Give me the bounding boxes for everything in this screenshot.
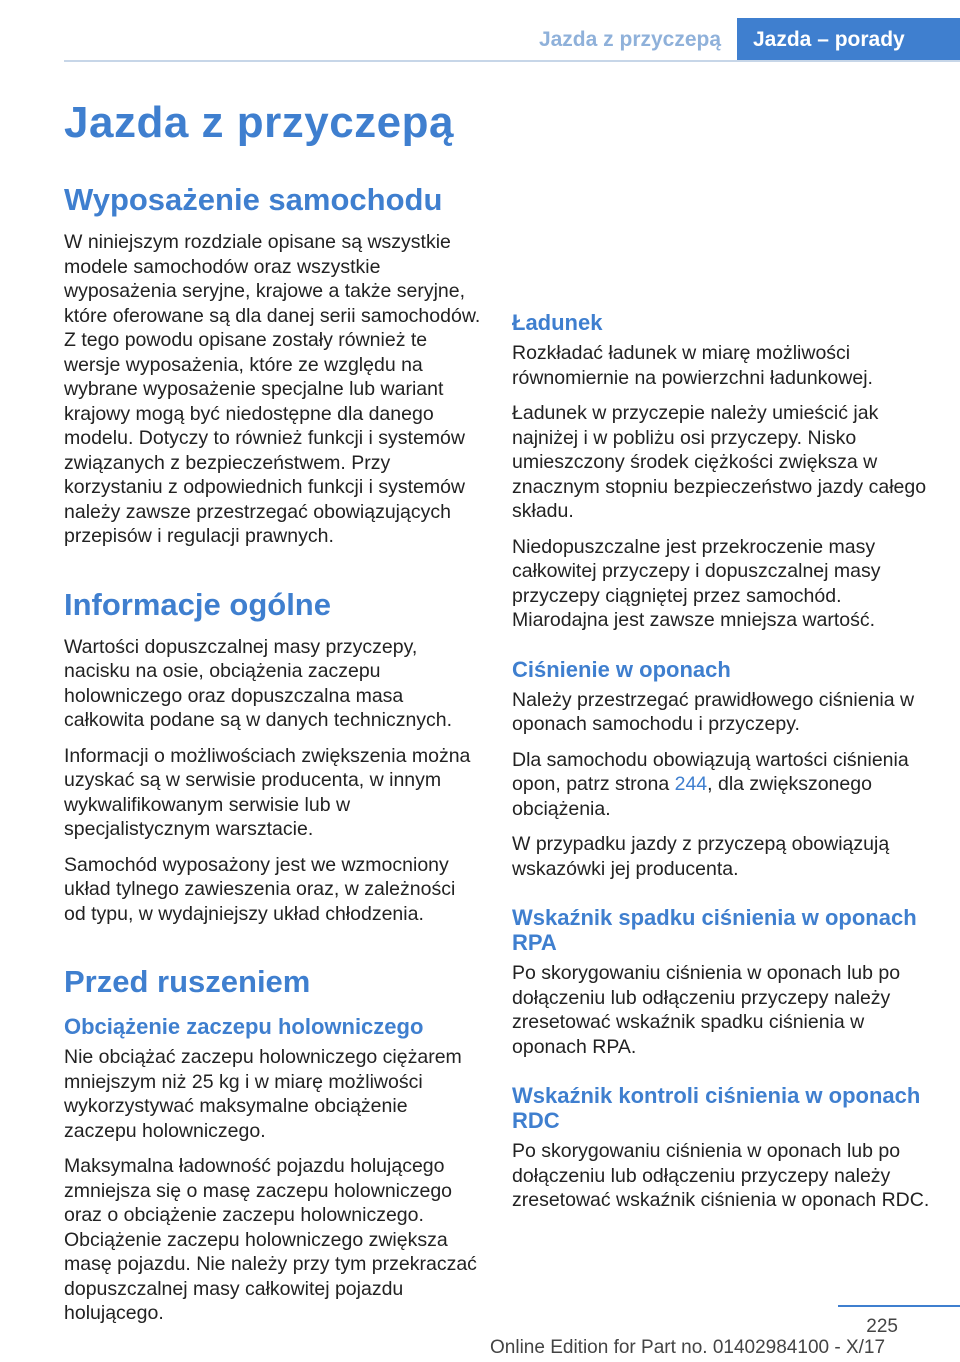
continued-paragraph-spacer — [512, 184, 932, 280]
paragraph: Informacji o możliwościach zwiększenia można uzyskać są w serwisie producenta, w innym wykwalifikowanym serwisie lub w specjalistycznym warsztacie. — [64, 744, 471, 840]
text: , dla zwiększonego obciążenia. — [512, 773, 872, 820]
paragraph: Samochód wyposażony jest we wzmocniony układ tylnego zawieszenia oraz, w zależności od typu, w wydajniejszy układ chłodzenia. — [64, 853, 456, 925]
paragraph: Należy przestrzegać prawidłowego ciśnienia w oponach samochodu i przyczepy. — [512, 688, 915, 735]
left-column — [64, 180, 482, 1326]
page-number-rule — [838, 1305, 960, 1307]
right-column — [512, 184, 932, 1213]
paragraph: Ładunek w przyczepie należy umieścić jak najniżej i w pobliżu osi przyczepy. Nisko umieszczony środek ciężkości zwiększa w znacznym stopniu bezpieczeństwo jazdy całego składu. — [512, 402, 927, 522]
heading-wyposazenie: Wyposażenie samochodu — [64, 182, 443, 217]
text: Dla samochodu obowiązują wartości ciśnienia opon, patrz strona — [512, 748, 909, 795]
heading-informacje: Informacje ogólne — [64, 586, 331, 622]
subheading-rdc: Wskaźnik kontroli ciśnienia w oponach RDC — [512, 1083, 921, 1133]
paragraph: W niniejszym rozdziale opisane są wszystkie modele samochodów oraz wszystkie wyposażenia seryjne, krajowe a także seryjne, które oferowane są dla danej serii samochodów. Z tego powodu opisane zostały również te wersje wyposażenia, które ze względu na wybrane wyposażenie specjalne lub wariant krajowy mogą być niedostępne dla danego modelu. Dotyczy to również funkcji i systemów związanych z bezpieczeństwem. Przy korzystaniu z odpowiednich funkcji i systemów należy zawsze przestrzegać obowiązujących przepisów i regulacji prawnych. — [64, 231, 481, 547]
page-number: 225 — [866, 1316, 898, 1337]
paragraph: Po skorygowaniu ciśnienia w oponach lub po dołączeniu lub odłączeniu przyczepy należy zresetować wskaźnik spadku ciśnienia w oponach RPA. — [512, 962, 901, 1058]
paragraph: W przypadku jazdy z przyczepą obowiązują wskazówki jej producenta. — [512, 833, 890, 880]
paragraph: Po skorygowaniu ciśnienia w oponach lub po dołączeniu lub odłączeniu przyczepy należy zresetować wskaźnik ciśnienia w oponach RDC. — [512, 1140, 930, 1211]
header-divider — [64, 60, 960, 62]
heading-przed-ruszeniem: Przed ruszeniem — [64, 964, 311, 999]
page-title: Jazda z przyczepą — [64, 98, 454, 147]
section-tab[interactable]: Jazda z przyczepą — [538, 28, 722, 51]
paragraph: Rozkładać ładunek w miarę możliwości równomiernie na powierzchni ładunkowej. — [512, 342, 873, 389]
paragraph: Nie obciążać zaczepu holowniczego ciężarem mniejszym niż 25 kg i w miarę możliwości wykorzystywać maksymalne obciążenie zaczepu holowniczego. — [64, 1046, 462, 1142]
subheading-ladunek: Ładunek — [512, 310, 603, 335]
header-bar — [0, 0, 960, 62]
paragraph: Maksymalna ładowność pojazdu holującego zmniejsza się o masę zaczepu holowniczego oraz o obciążenie zaczepu holowniczego. Obciążenie zaczepu holowniczego zwiększa masę pojazdu. Nie należy przy tym przekraczać dopuszczalnej masy całkowitej pojazdu holującego. — [64, 1155, 477, 1324]
subheading-cisnienie: Ciśnienie w oponach — [512, 656, 731, 682]
paragraph: Wartości dopuszczalnej masy przyczepy, nacisku na osie, obciążenia zaczepu holowniczego oraz dopuszczalna masa całkowita podane są w danych technicznych. — [64, 635, 453, 731]
paragraph: Niedopuszczalne jest przekroczenie masy całkowitej przyczepy i dopuszczalnej masy przyczepy ciągniętej przez samochód. Miarodajna jest zawsze mniejsza wartość. — [512, 535, 881, 631]
page-link-244[interactable]: 244 — [674, 773, 708, 795]
subheading-rpa: Wskaźnik spadku ciśnienia w oponach RPA — [512, 905, 917, 955]
subheading-obciazenie: Obciążenie zaczepu holowniczego — [64, 1014, 424, 1039]
paragraph — [512, 748, 932, 822]
chapter-tab[interactable]: Jazda – porady — [737, 18, 960, 62]
edition-footer: Online Edition for Part no. 01402984100 - X/17 — [490, 1337, 886, 1358]
